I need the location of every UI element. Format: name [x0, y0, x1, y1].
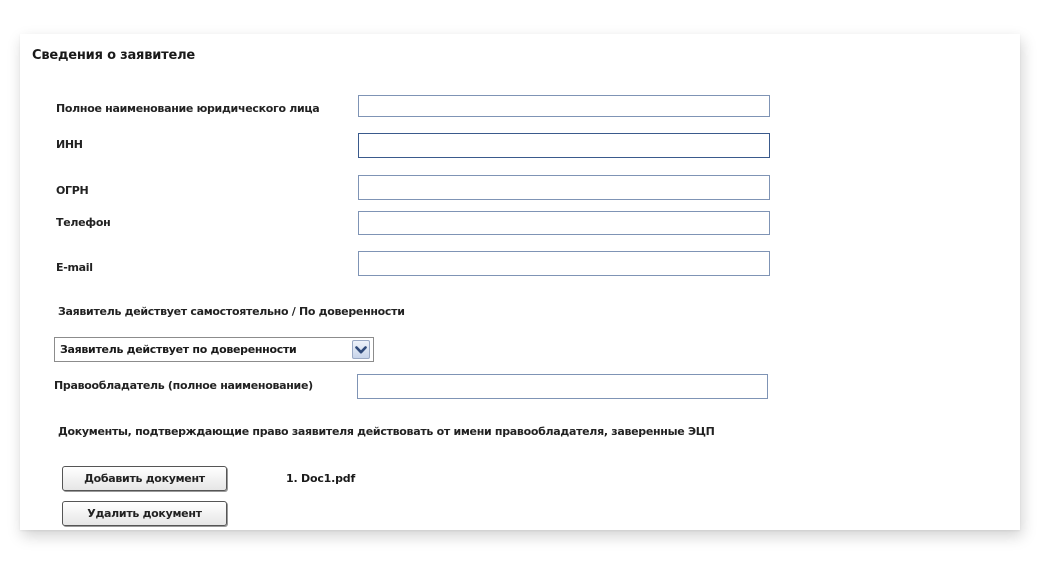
full-name-label: Полное наименование юридического лица [56, 102, 320, 115]
file-list-item: 1. Doc1.pdf [286, 472, 356, 485]
remove-document-button[interactable]: Удалить документ [62, 501, 227, 526]
chevron-down-icon[interactable] [352, 340, 370, 359]
mode-label: Заявитель действует самостоятельно / По доверенности [58, 305, 405, 318]
applicant-form-panel [20, 34, 1020, 530]
inn-input[interactable] [358, 133, 770, 158]
holder-label: Правообладатель (полное наименование) [54, 379, 313, 392]
add-document-button[interactable]: Добавить документ [62, 466, 227, 491]
ogrn-input[interactable] [358, 175, 770, 200]
mode-select-value: Заявитель действует по доверенности [60, 343, 297, 356]
email-label: E-mail [56, 261, 93, 274]
mode-select[interactable] [54, 337, 374, 362]
inn-label: ИНН [56, 138, 83, 151]
full-name-input[interactable] [358, 95, 770, 117]
holder-input[interactable] [357, 374, 768, 399]
ogrn-label: ОГРН [56, 184, 89, 197]
documents-label: Документы, подтверждающие право заявителя действовать от имени правообладателя, заверенные ЭЦП [58, 425, 715, 438]
email-input[interactable] [358, 251, 770, 276]
phone-input[interactable] [358, 211, 770, 235]
phone-label: Телефон [56, 216, 111, 229]
section-title: Сведения о заявителе [32, 48, 196, 63]
